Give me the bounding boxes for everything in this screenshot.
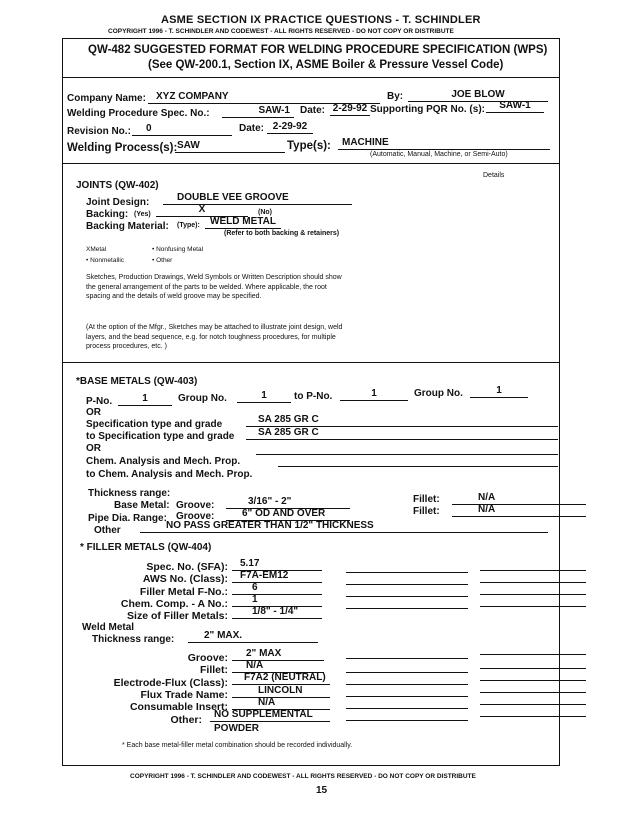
company-field[interactable]: XYZ COMPANY — [148, 91, 380, 104]
joints-heading: JOINTS (QW-402) — [76, 180, 159, 191]
wps-no-label: Welding Procedure Spec. No.: — [67, 108, 210, 119]
form-title: QW-482 SUGGESTED FORMAT FOR WELDING PROCEDURE SPECIFICATION (WPS) — [88, 44, 548, 56]
pipe-fillet-field[interactable]: N/A — [452, 504, 586, 517]
type-label: Type(s): — [287, 140, 331, 152]
filler-blank-line — [480, 704, 586, 705]
pqr-label: Supporting PQR No. (s): — [370, 104, 485, 115]
backing-no-field[interactable] — [274, 204, 352, 205]
filler-label: Electrode-Flux (Class): — [113, 677, 228, 689]
chem-label: Chem. Analysis and Mech. Prop. — [86, 456, 241, 467]
or-label-2: OR — [86, 443, 101, 454]
filler-label: Consumable Insert: — [129, 701, 228, 713]
filler-blank-line — [480, 716, 586, 717]
backing-yes-field[interactable]: X — [156, 204, 248, 217]
filler-field[interactable]: F7A2 (NEUTRAL) — [232, 672, 330, 685]
option-other: • Other — [152, 257, 173, 264]
filler-blank-line — [346, 572, 468, 573]
thickness-range-label: Thickness range: — [88, 488, 171, 499]
divider — [62, 163, 560, 164]
fillet-field[interactable]: N/A — [452, 492, 586, 505]
page-header-title: ASME SECTION IX PRACTICE QUESTIONS - T. SCHINDLER — [161, 14, 481, 26]
filler-blank-line — [480, 594, 586, 595]
filler-blank-line — [346, 608, 468, 609]
group-no-2-label: Group No. — [414, 388, 463, 399]
base-metals-heading: *BASE METALS (QW-403) — [76, 376, 198, 387]
joint-design-label: Joint Design: — [86, 197, 150, 208]
filler-blank-line — [346, 596, 468, 597]
filler-blank-line — [480, 570, 586, 571]
pipe-dia-label: Pipe Dia. Range: — [88, 513, 167, 524]
by-field[interactable]: JOE BLOW — [408, 89, 548, 102]
backing-label: Backing: — [86, 209, 129, 220]
filler-field[interactable]: 1 — [232, 594, 322, 607]
backing-material-type-label: (Type): — [177, 222, 200, 229]
filler-label: Chem. Comp. - A No.: — [120, 598, 228, 610]
wps-date-label: Date: — [300, 105, 326, 116]
filler-label: Filler Metal F-No.: — [139, 586, 228, 598]
revision-label: Revision No.: — [67, 126, 131, 137]
joints-note-1: Sketches, Production Drawings, Weld Symbols or Written Description should show the general arrangement of the parts to be welded. Where applicable, the root spacing and the details of weld groove may be specified. — [86, 274, 342, 300]
pipe-groove-field[interactable]: 6" OD AND OVER — [226, 508, 350, 521]
filler-blank-line — [346, 696, 468, 697]
filler-label: Other: — [170, 714, 202, 726]
chem-field[interactable] — [256, 454, 558, 455]
filler-blank-line — [346, 684, 468, 685]
filler-field[interactable]: F7A-EM12 — [232, 570, 322, 583]
backing-material-hint: (Refer to both backing & retainers) — [224, 230, 340, 237]
filler-field[interactable]: NO SUPPLEMENTAL — [210, 709, 330, 722]
option-nonmetallic: • Nonmetallic — [86, 257, 125, 264]
other-value-line-2: POWDER — [214, 723, 259, 734]
frame-top-line — [62, 38, 560, 39]
process-label: Welding Process(s): — [67, 142, 178, 154]
option-xmetal: XMetal — [86, 246, 107, 253]
filler-field[interactable]: N/A — [232, 660, 324, 673]
filler-field[interactable]: 6 — [232, 582, 322, 595]
by-label: By: — [387, 91, 404, 102]
group-no-label: Group No. — [178, 393, 227, 404]
backing-no-label: (No) — [258, 209, 272, 216]
filler-blank-line — [346, 658, 468, 659]
pqr-field[interactable]: SAW-1 — [486, 100, 544, 113]
type-field[interactable]: MACHINE — [338, 137, 550, 150]
filler-field[interactable]: 2" MAX — [232, 648, 324, 661]
filler-blank-line — [346, 720, 468, 721]
to-spec-label: to Specification type and grade — [86, 431, 235, 442]
filler-blank-line — [480, 654, 586, 655]
group-no-2-field[interactable]: 1 — [470, 385, 528, 398]
filler-blank-line — [480, 606, 586, 607]
filler-label: Fillet: — [200, 664, 228, 676]
revision-date-label: Date: — [239, 123, 265, 134]
wps-no-field[interactable]: SAW-1 — [222, 105, 294, 118]
filler-metals-heading: * FILLER METALS (QW-404) — [80, 542, 212, 553]
filler-footnote: * Each base metal-filler metal combination should be recorded individually. — [122, 742, 353, 749]
group-no-field[interactable]: 1 — [237, 390, 291, 403]
filler-blank-line — [480, 668, 586, 669]
option-nonfusing: • Nonfusing Metal — [152, 246, 204, 253]
filler-label: Size of Filler Metals: — [127, 610, 228, 622]
weld-thickness-field[interactable]: 2" MAX. — [188, 630, 318, 643]
to-spec-field[interactable]: SA 285 GR C — [246, 427, 558, 440]
divider — [62, 362, 560, 363]
pipe-fillet-label: Fillet: — [413, 506, 440, 517]
process-field[interactable]: SAW — [175, 140, 285, 153]
to-chem-label: to Chem. Analysis and Mech. Prop. — [86, 469, 253, 480]
filler-label: Flux Trade Name: — [140, 689, 228, 701]
filler-blank-line — [480, 582, 586, 583]
joint-design-field[interactable]: DOUBLE VEE GROOVE — [163, 192, 333, 205]
backing-material-label: Backing Material: — [86, 221, 169, 232]
filler-label: AWS No. (Class): — [142, 573, 228, 585]
to-pno-field[interactable]: 1 — [340, 388, 408, 401]
frame-right-line — [559, 38, 560, 766]
page-header-copyright: COPYRIGHT 1996 - T. SCHINDLER AND CODEWEST - ALL RIGHTS RESERVED - DO NOT COPY OR DISTRIBUTE — [108, 28, 454, 35]
details-label: Details — [483, 172, 505, 179]
weld-thickness-label: Thickness range: — [92, 634, 175, 645]
backing-yes-label: (Yes) — [134, 211, 151, 218]
spec-field[interactable]: SA 285 GR C — [246, 414, 558, 427]
groove-label: Groove: — [176, 500, 215, 511]
page-number: 15 — [316, 785, 328, 796]
pipe-groove-label: Groove: — [176, 511, 215, 522]
filler-blank-line — [480, 692, 586, 693]
revision-field[interactable]: 0 — [132, 123, 232, 136]
frame-left-line — [62, 38, 63, 766]
to-chem-field[interactable] — [278, 466, 558, 467]
weld-metal-label: Weld Metal — [82, 622, 135, 633]
filler-blank-line — [346, 584, 468, 585]
filler-blank-line — [346, 672, 468, 673]
backing-material-field[interactable]: WELD METAL — [205, 216, 281, 229]
filler-label: Spec. No. (SFA): — [146, 561, 228, 573]
joints-note-2: (At the option of the Mfgr., Sketches may be attached to illustrate joint design, weld layers, and the bead sequence, e.g. for notch toughness procedures, for multiple process procedures, etc. ) — [86, 324, 343, 350]
filler-field[interactable]: 5.17 — [232, 558, 322, 571]
divider — [62, 77, 560, 78]
fillet-label: Fillet: — [413, 494, 440, 505]
footer-copyright: COPYRIGHT 1996 - T. SCHINDLER AND CODEWEST - ALL RIGHTS RESERVED - DO NOT COPY OR DISTRIBUTE — [130, 773, 476, 780]
revision-date-field[interactable]: 2-29-92 — [267, 121, 313, 134]
spec-label: Specification type and grade — [86, 419, 223, 430]
filler-label: Groove: — [187, 652, 228, 664]
type-hint: (Automatic, Manual, Machine, or Semi-Auto) — [370, 151, 508, 158]
filler-blank-line — [346, 708, 468, 709]
frame-bottom-line — [62, 765, 560, 766]
to-pno-label: to P-No. — [294, 391, 333, 402]
groove-field[interactable]: 3/16" - 2" — [226, 496, 350, 509]
filler-field[interactable]: 1/8" - 1/4" — [232, 606, 322, 619]
form-subtitle: (See QW-200.1, Section IX, ASME Boiler & Pressure Vessel Code) — [148, 59, 504, 71]
pno-field[interactable]: 1 — [118, 393, 172, 406]
other-label: Other — [94, 525, 121, 536]
pno-label: P-No. — [86, 396, 113, 407]
base-metal-label: Base Metal: — [114, 500, 170, 511]
filler-blank-line — [480, 680, 586, 681]
wps-date-field[interactable]: 2-29-92 — [330, 103, 370, 116]
filler-field[interactable]: N/A — [232, 697, 330, 710]
other-field[interactable]: NO PASS GREATER THAN 1/2" THICKNESS — [140, 520, 548, 533]
company-label: Company Name: — [67, 93, 146, 104]
or-label-1: OR — [86, 407, 101, 418]
filler-field[interactable]: LINCOLN — [232, 685, 330, 698]
